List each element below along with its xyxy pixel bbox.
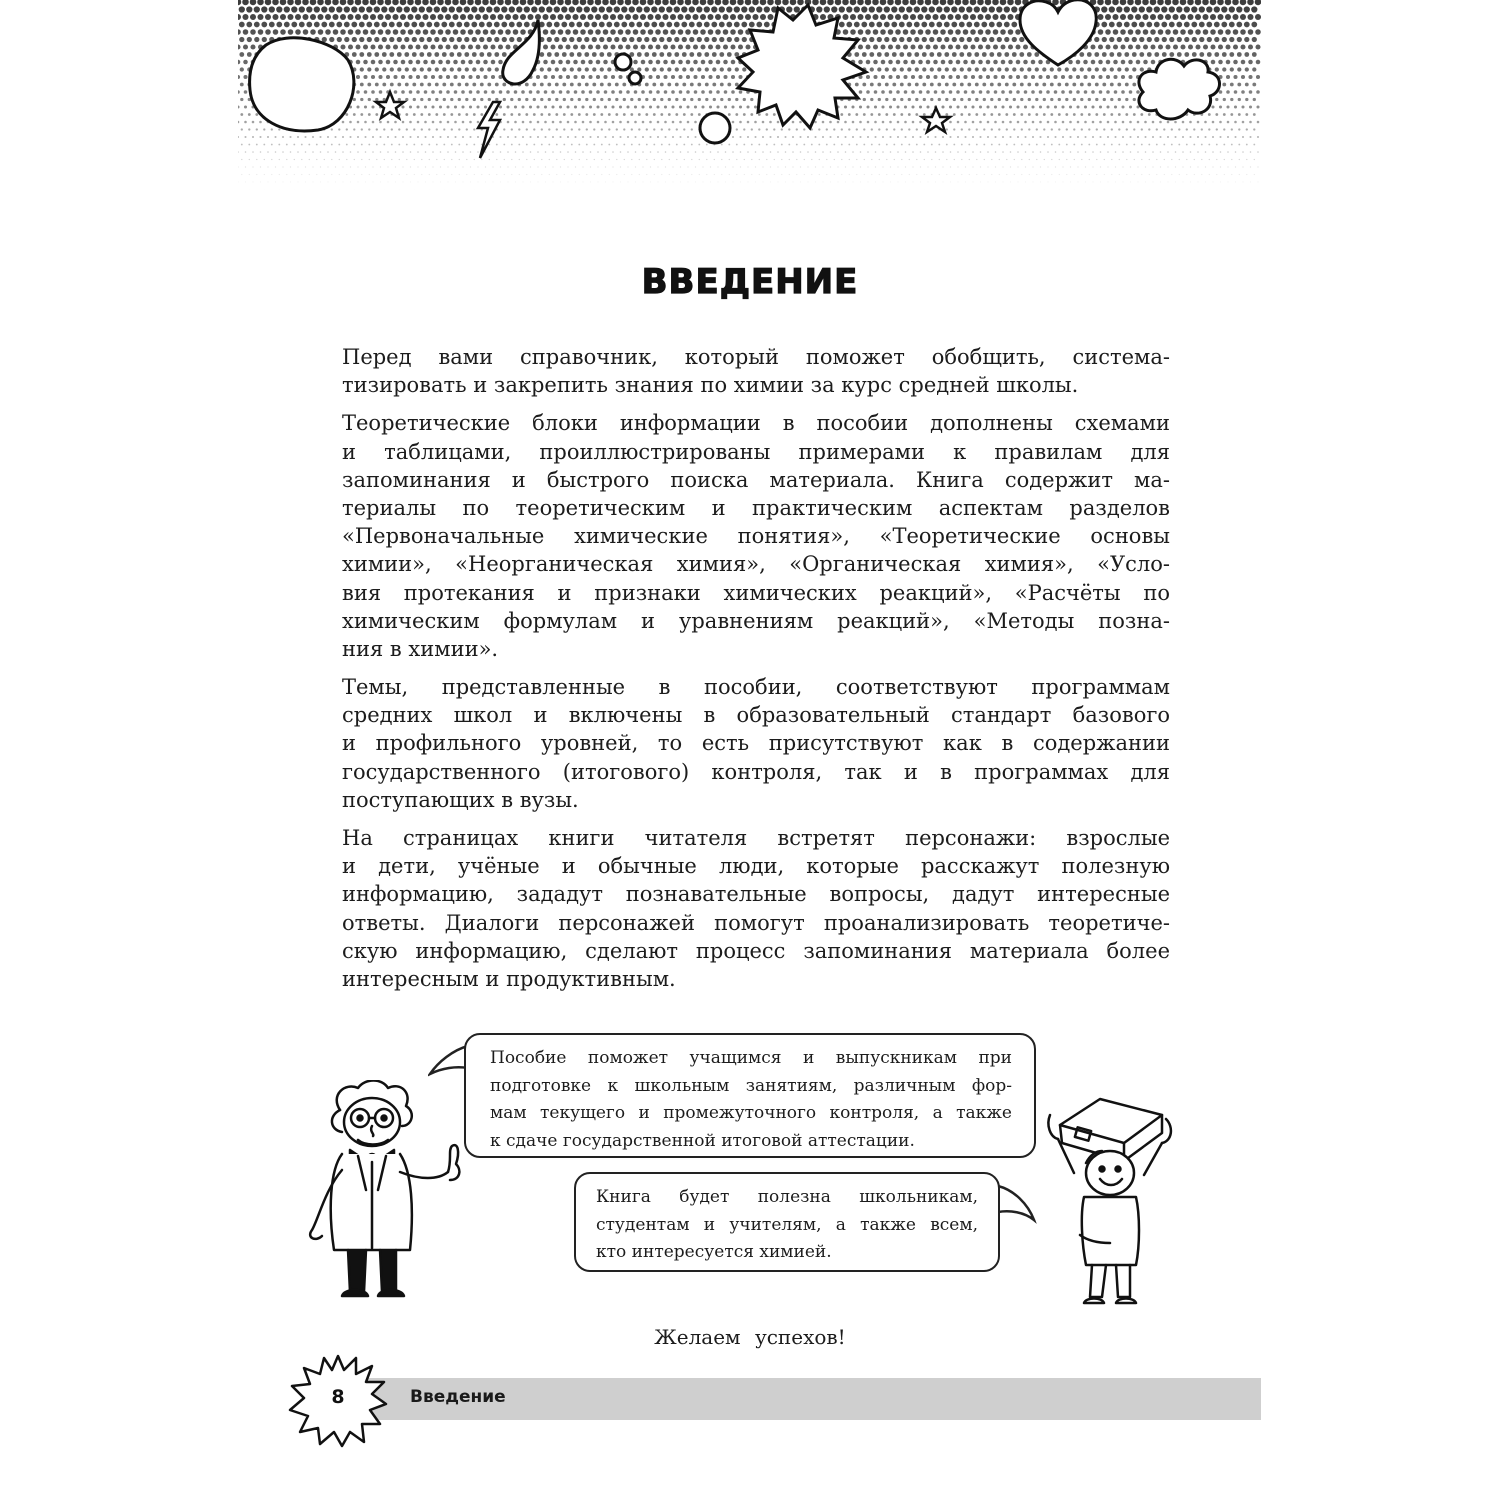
text-line: государственного (итогового) контроля, так и в программах для (342, 759, 1170, 784)
bubble-line: Книга будет полезна школьникам, (596, 1187, 978, 1207)
text-line: и таблицами, проиллюстрированы примерами к правилам для (342, 439, 1170, 464)
text-line: и дети, учёные и обычные люди, которые расскажут полезную (342, 854, 1170, 879)
halftone-header (238, 0, 1261, 190)
text-line: ответы. Диалоги персонажей помогут проанализировать теоретиче- (342, 910, 1170, 935)
star-icon (922, 108, 950, 132)
bubble-line: мам текущего и промежуточного контроля, а также (490, 1103, 1012, 1123)
text-line: «Первоначальные химические понятия», «Теоретические основы (342, 524, 1170, 549)
speech-bubble-kid (574, 1172, 1000, 1272)
kid-illustration (1040, 1085, 1180, 1317)
body-text (342, 343, 1170, 1003)
paragraph (342, 673, 1170, 814)
text-line: ния в химии». (342, 636, 499, 661)
bubble-icon (615, 54, 631, 70)
text-line: и профильного уровней, то есть присутствуют как в содержании (342, 731, 1170, 756)
page-title: ВВЕДЕНИЕ (641, 262, 859, 302)
paragraph (342, 409, 1170, 663)
text-line: вия протекания и признаки химических реакций», «Расчёты по (342, 580, 1170, 605)
text-line: химическим формулам и уравнениям реакций», «Методы позна- (342, 608, 1170, 633)
text-line: Перед вами справочник, который поможет обобщить, система- (342, 345, 1170, 369)
paragraph (342, 824, 1170, 993)
text-line: средних школ и включены в образовательный стандарт базового (342, 703, 1170, 728)
footer-section-label: Введение (410, 1387, 506, 1407)
text-line: скую информацию, сделают процесс запоминания материала более (342, 938, 1170, 963)
text-line: интересным и продуктивным. (342, 966, 676, 991)
closing-wish: Желаем успехов! (654, 1325, 846, 1349)
text-line: Темы, представленные в пособии, соответствуют программам (342, 675, 1170, 700)
text-line: химии», «Неорганическая химия», «Органическая химия», «Усло- (342, 552, 1170, 577)
bubble-icon (629, 72, 641, 84)
text-line: На страницах книги читателя встретят персонажи: взрослые (342, 826, 1170, 850)
text-line: тизировать и закрепить знания по химии за курс средней школы. (342, 373, 1079, 398)
speech-bubble-scientist (464, 1033, 1036, 1158)
text-line: Теоретические блоки информации в пособии дополнены схемами (342, 411, 1170, 436)
bubble-tail (994, 1180, 1038, 1224)
bubble-line: кто интересуется химией. (596, 1242, 832, 1262)
text-line: запоминания и быстрого поиска материала. Книга содержит ма- (342, 467, 1170, 492)
bubble-line: к сдаче государственной итоговой аттестации. (490, 1130, 915, 1151)
bubble-line: Пособие поможет учащимся и выпускникам при (490, 1048, 1012, 1068)
text-line: поступающих в вузы. (342, 787, 579, 812)
page-number: 8 (331, 1386, 345, 1408)
bubble-line: подготовке к школьным занятиям, различным фор- (490, 1075, 1012, 1096)
scientist-illustration (300, 1080, 470, 1312)
text-line: информацию, зададут познавательные вопросы, дадут интересные (342, 882, 1170, 907)
bubble-line: студентам и учителям, а также всем, (596, 1214, 978, 1235)
blob-icon (250, 38, 354, 131)
paragraph (342, 343, 1170, 399)
text-line: териалы по теоретическим и практическим аспектам разделов (342, 495, 1170, 520)
bubble-icon (700, 113, 730, 143)
